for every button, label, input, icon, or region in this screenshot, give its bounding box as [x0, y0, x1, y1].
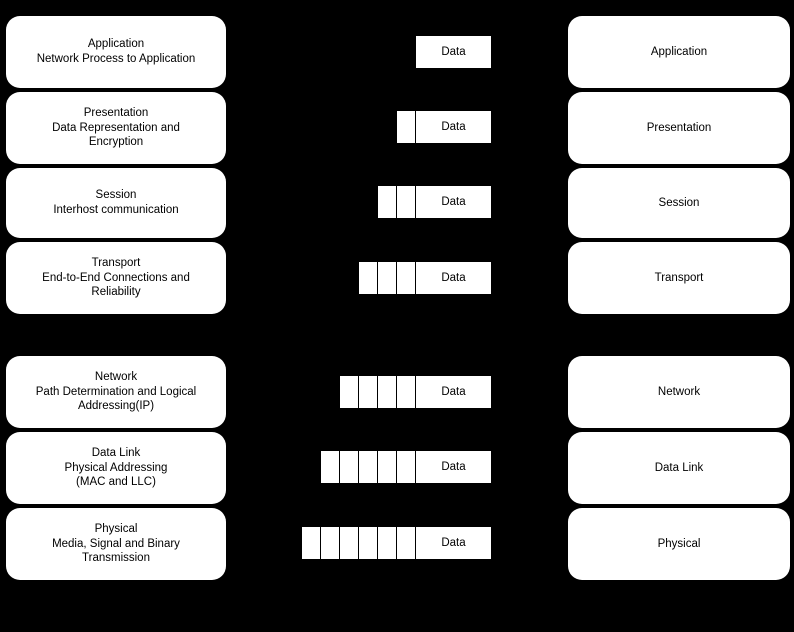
pdu-header-cell [378, 376, 397, 408]
layer-description-line: Media, Signal and Binary [52, 537, 180, 550]
layer-description-line: End-to-End Connections and [42, 271, 190, 284]
pdu-data-label: Data [441, 461, 466, 473]
layer-description-line: (MAC and LLC) [76, 476, 156, 489]
pdu-data-label: Data [441, 537, 466, 549]
layer-title: Session [658, 196, 700, 209]
pdu-header-cell [359, 451, 378, 483]
layer-box-physical-left [6, 508, 226, 580]
layer-title: Application [87, 38, 145, 51]
layer-description-line: Addressing(IP) [77, 400, 155, 413]
layer-box-application-right [568, 16, 790, 88]
pdu-header-cell [378, 262, 397, 294]
layer-title: Application [650, 45, 708, 58]
pdu-header-cell [378, 186, 397, 218]
layer-title: Physical [94, 522, 138, 535]
pdu-network [339, 375, 492, 409]
pdu-header-cell [340, 376, 359, 408]
pdu-header-cell [340, 451, 359, 483]
layer-box-network-left [6, 356, 226, 428]
pdu-header-cell [397, 376, 416, 408]
layer-title: Network [94, 370, 138, 383]
layer-box-physical-right [568, 508, 790, 580]
pdu-data-label: Data [441, 196, 466, 208]
pdu-header-cell [397, 451, 416, 483]
layer-box-presentation-left [6, 92, 226, 164]
pdu-header-cell [340, 527, 359, 559]
layer-box-transport-left [6, 242, 226, 314]
layer-description-line: Encryption [88, 136, 144, 149]
layer-box-datalink-left [6, 432, 226, 504]
pdu-header-cell [397, 262, 416, 294]
pdu-header-cell [321, 451, 340, 483]
pdu-header-cell [359, 376, 378, 408]
layer-box-session-right [568, 168, 790, 238]
pdu-header-cell [378, 451, 397, 483]
pdu-header-cell [359, 262, 378, 294]
layer-box-transport-right [568, 242, 790, 314]
pdu-data-label: Data [441, 272, 466, 284]
layer-title: Presentation [646, 121, 712, 134]
layer-title: Transport [91, 256, 141, 269]
pdu-session [377, 185, 492, 219]
layer-box-network-right [568, 356, 790, 428]
layer-box-session-left [6, 168, 226, 238]
layer-title: Transport [654, 271, 704, 284]
pdu-data-label: Data [441, 46, 466, 58]
layer-description-line: Data Representation and [52, 121, 180, 134]
pdu-header-cell [397, 527, 416, 559]
layer-title: Data Link [654, 461, 704, 474]
layer-description-line: Interhost communication [53, 204, 179, 216]
pdu-data-label: Data [441, 386, 466, 398]
layer-description-line: Reliability [91, 286, 141, 299]
pdu-header-cell [321, 527, 340, 559]
pdu-presentation [396, 110, 492, 144]
pdu-datalink [320, 450, 492, 484]
layer-description-line: Path Determination and Logical [35, 385, 197, 398]
pdu-transport [358, 261, 492, 295]
pdu-header-cell [302, 527, 321, 559]
layer-box-presentation-right [568, 92, 790, 164]
layer-title: Presentation [83, 106, 149, 119]
layer-box-application-left [6, 16, 226, 88]
pdu-header-cell [397, 111, 416, 143]
pdu-header-cell [378, 527, 397, 559]
layer-title: Physical [657, 537, 701, 550]
pdu-header-cell [359, 527, 378, 559]
layer-box-datalink-right [568, 432, 790, 504]
layer-title: Data Link [91, 446, 141, 459]
layer-description-line: Network Process to Application [36, 53, 196, 65]
pdu-header-cell [397, 186, 416, 218]
pdu-physical [301, 526, 492, 560]
pdu-data-label: Data [441, 121, 466, 133]
pdu-application [415, 35, 492, 69]
layer-title: Session [95, 189, 137, 202]
layer-description-line: Transmission [82, 552, 150, 565]
layer-title: Network [657, 385, 701, 398]
layer-description-line: Physical Addressing [64, 461, 168, 474]
